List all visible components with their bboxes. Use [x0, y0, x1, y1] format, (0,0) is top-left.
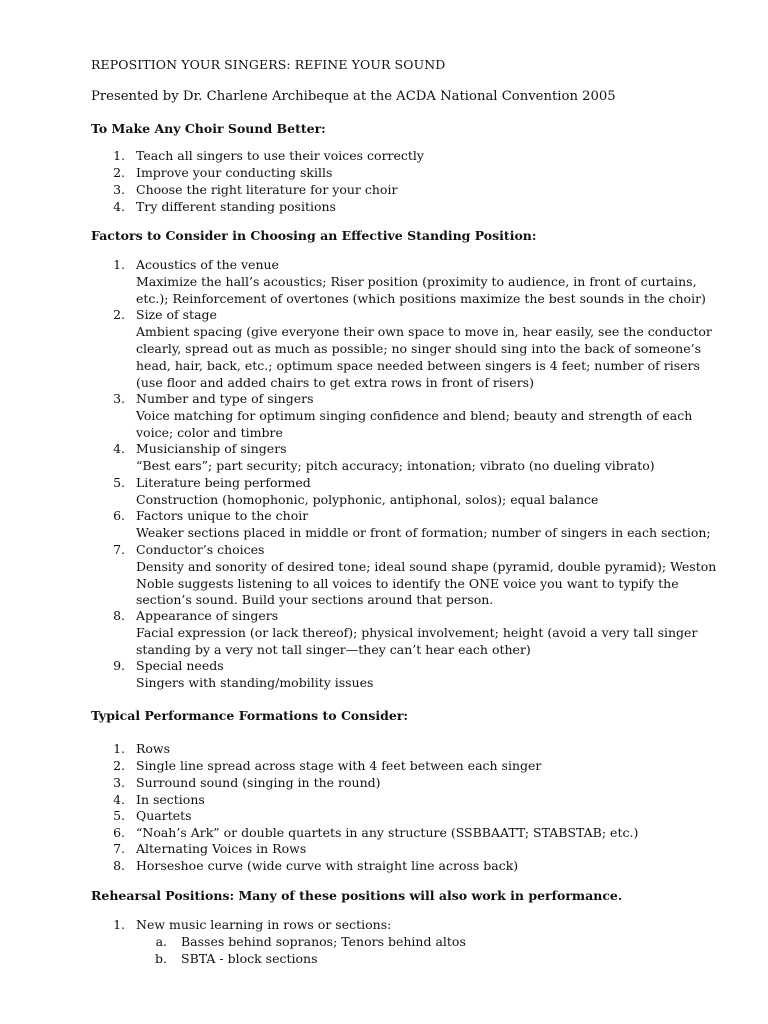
list-item-detail: section’s sound. Build your sections around that person.: [136, 592, 494, 607]
list-item-detail: clearly, spread out as much as possible; no singer should sing into the back of someone’s: [136, 341, 702, 356]
list-item-number: 4.: [113, 792, 125, 807]
list-item-detail: standing by a very not tall singer—they can’t hear each other): [136, 642, 531, 657]
list-item-text: New music learning in rows or sections:: [136, 917, 392, 932]
list-item-title: Factors unique to the choir: [136, 508, 309, 523]
list-item-detail: voice; color and timbre: [136, 425, 283, 440]
sub-list-item-letter: a.: [155, 934, 167, 949]
list-item-text: Try different standing positions: [136, 199, 336, 214]
section-heading-rehearsal-positions: Rehearsal Positions: Many of these positions will also work in performance.: [91, 888, 623, 903]
list-item-detail: Maximize the hall’s acoustics; Riser position (proximity to audience, in front of curtains,: [136, 274, 697, 289]
list-item-title: Special needs: [136, 658, 224, 673]
list-item-detail: “Best ears”; part security; pitch accuracy; intonation; vibrato (no dueling vibrato): [136, 458, 655, 473]
sub-list-item-text: Basses behind sopranos; Tenors behind altos: [181, 934, 466, 949]
sub-list-item-letter: b.: [155, 951, 167, 966]
list-item-detail: Ambient spacing (give everyone their own space to move in, hear easily, see the conductor: [136, 324, 712, 339]
presenter-line: Presented by Dr. Charlene Archibeque at the ACDA National Convention 2005: [91, 89, 616, 104]
list-item-detail: Construction (homophonic, polyphonic, antiphonal, solos); equal balance: [136, 492, 599, 507]
sub-list-item-text: SBTA - block sections: [181, 951, 318, 966]
list-item-number: 6.: [113, 508, 125, 523]
list-item-title: Appearance of singers: [136, 608, 279, 623]
list-item-number: 3.: [113, 775, 125, 790]
section-heading-choir-sound: To Make Any Choir Sound Better:: [91, 121, 326, 136]
section-heading-standing-factors: Factors to Consider in Choosing an Effective Standing Position:: [91, 228, 537, 243]
list-item-text: Horseshoe curve (wide curve with straight line across back): [136, 858, 519, 873]
list-item-detail: Weaker sections placed in middle or front of formation; number of singers in each section;: [136, 525, 711, 540]
list-item-number: 1.: [113, 257, 125, 272]
list-item-title: Literature being performed: [136, 475, 311, 490]
list-item-number: 4.: [113, 441, 125, 456]
list-item-number: 8.: [113, 608, 125, 623]
list-item-number: 6.: [113, 825, 125, 840]
list-item-title: Musicianship of singers: [136, 441, 287, 456]
list-item-number: 3.: [113, 182, 125, 197]
list-item-number: 5.: [113, 808, 125, 823]
list-item-number: 2.: [113, 165, 125, 180]
list-item-detail: Singers with standing/mobility issues: [136, 675, 374, 690]
list-item-number: 2.: [113, 758, 125, 773]
list-item-detail: etc.); Reinforcement of overtones (which positions maximize the best sounds in the choir): [136, 291, 706, 306]
list-item-text: Improve your conducting skills: [136, 165, 333, 180]
list-item-number: 9.: [113, 658, 125, 673]
list-item-title: Acoustics of the venue: [136, 257, 279, 272]
list-item-number: 1.: [113, 917, 125, 932]
list-item-title: Number and type of singers: [136, 391, 314, 406]
list-item-title: Conductor’s choices: [136, 542, 265, 557]
list-item-detail: Noble suggests listening to all voices to identify the ONE voice you want to typify the: [136, 576, 679, 591]
list-item-number: 4.: [113, 199, 125, 214]
list-item-number: 3.: [113, 391, 125, 406]
list-item-text: In sections: [136, 792, 205, 807]
list-item-number: 8.: [113, 858, 125, 873]
list-item-detail: head, hair, back, etc.; optimum space needed between singers is 4 feet; number of risers: [136, 358, 700, 373]
list-item-text: Single line spread across stage with 4 feet between each singer: [136, 758, 542, 773]
list-item-detail: Density and sonority of desired tone; ideal sound shape (pyramid, double pyramid); Weston: [136, 559, 717, 574]
list-item-number: 7.: [113, 841, 125, 856]
section-heading-performance-formations: Typical Performance Formations to Consider:: [91, 708, 409, 723]
list-item-text: Quartets: [136, 808, 192, 823]
list-item-title: Size of stage: [136, 307, 217, 322]
list-item-text: Choose the right literature for your choir: [136, 182, 398, 197]
list-item-number: 1.: [113, 741, 125, 756]
list-item-number: 2.: [113, 307, 125, 322]
list-item-detail: Voice matching for optimum singing confidence and blend; beauty and strength of each: [136, 408, 693, 423]
list-item-text: Alternating Voices in Rows: [136, 841, 307, 856]
list-item-number: 1.: [113, 148, 125, 163]
list-item-number: 7.: [113, 542, 125, 557]
list-item-text: “Noah’s Ark” or double quartets in any structure (SSBBAATT; STABSTAB; etc.): [136, 825, 639, 840]
list-item-text: Teach all singers to use their voices correctly: [136, 148, 424, 163]
list-item-detail: (use floor and added chairs to get extra rows in front of risers): [136, 375, 534, 390]
list-item-text: Rows: [136, 741, 171, 756]
document-title: REPOSITION YOUR SINGERS: REFINE YOUR SOUND: [91, 57, 446, 72]
list-item-number: 5.: [113, 475, 125, 490]
list-item-text: Surround sound (singing in the round): [136, 775, 381, 790]
list-item-detail: Facial expression (or lack thereof); physical involvement; height (avoid a very tall singer: [136, 625, 698, 640]
